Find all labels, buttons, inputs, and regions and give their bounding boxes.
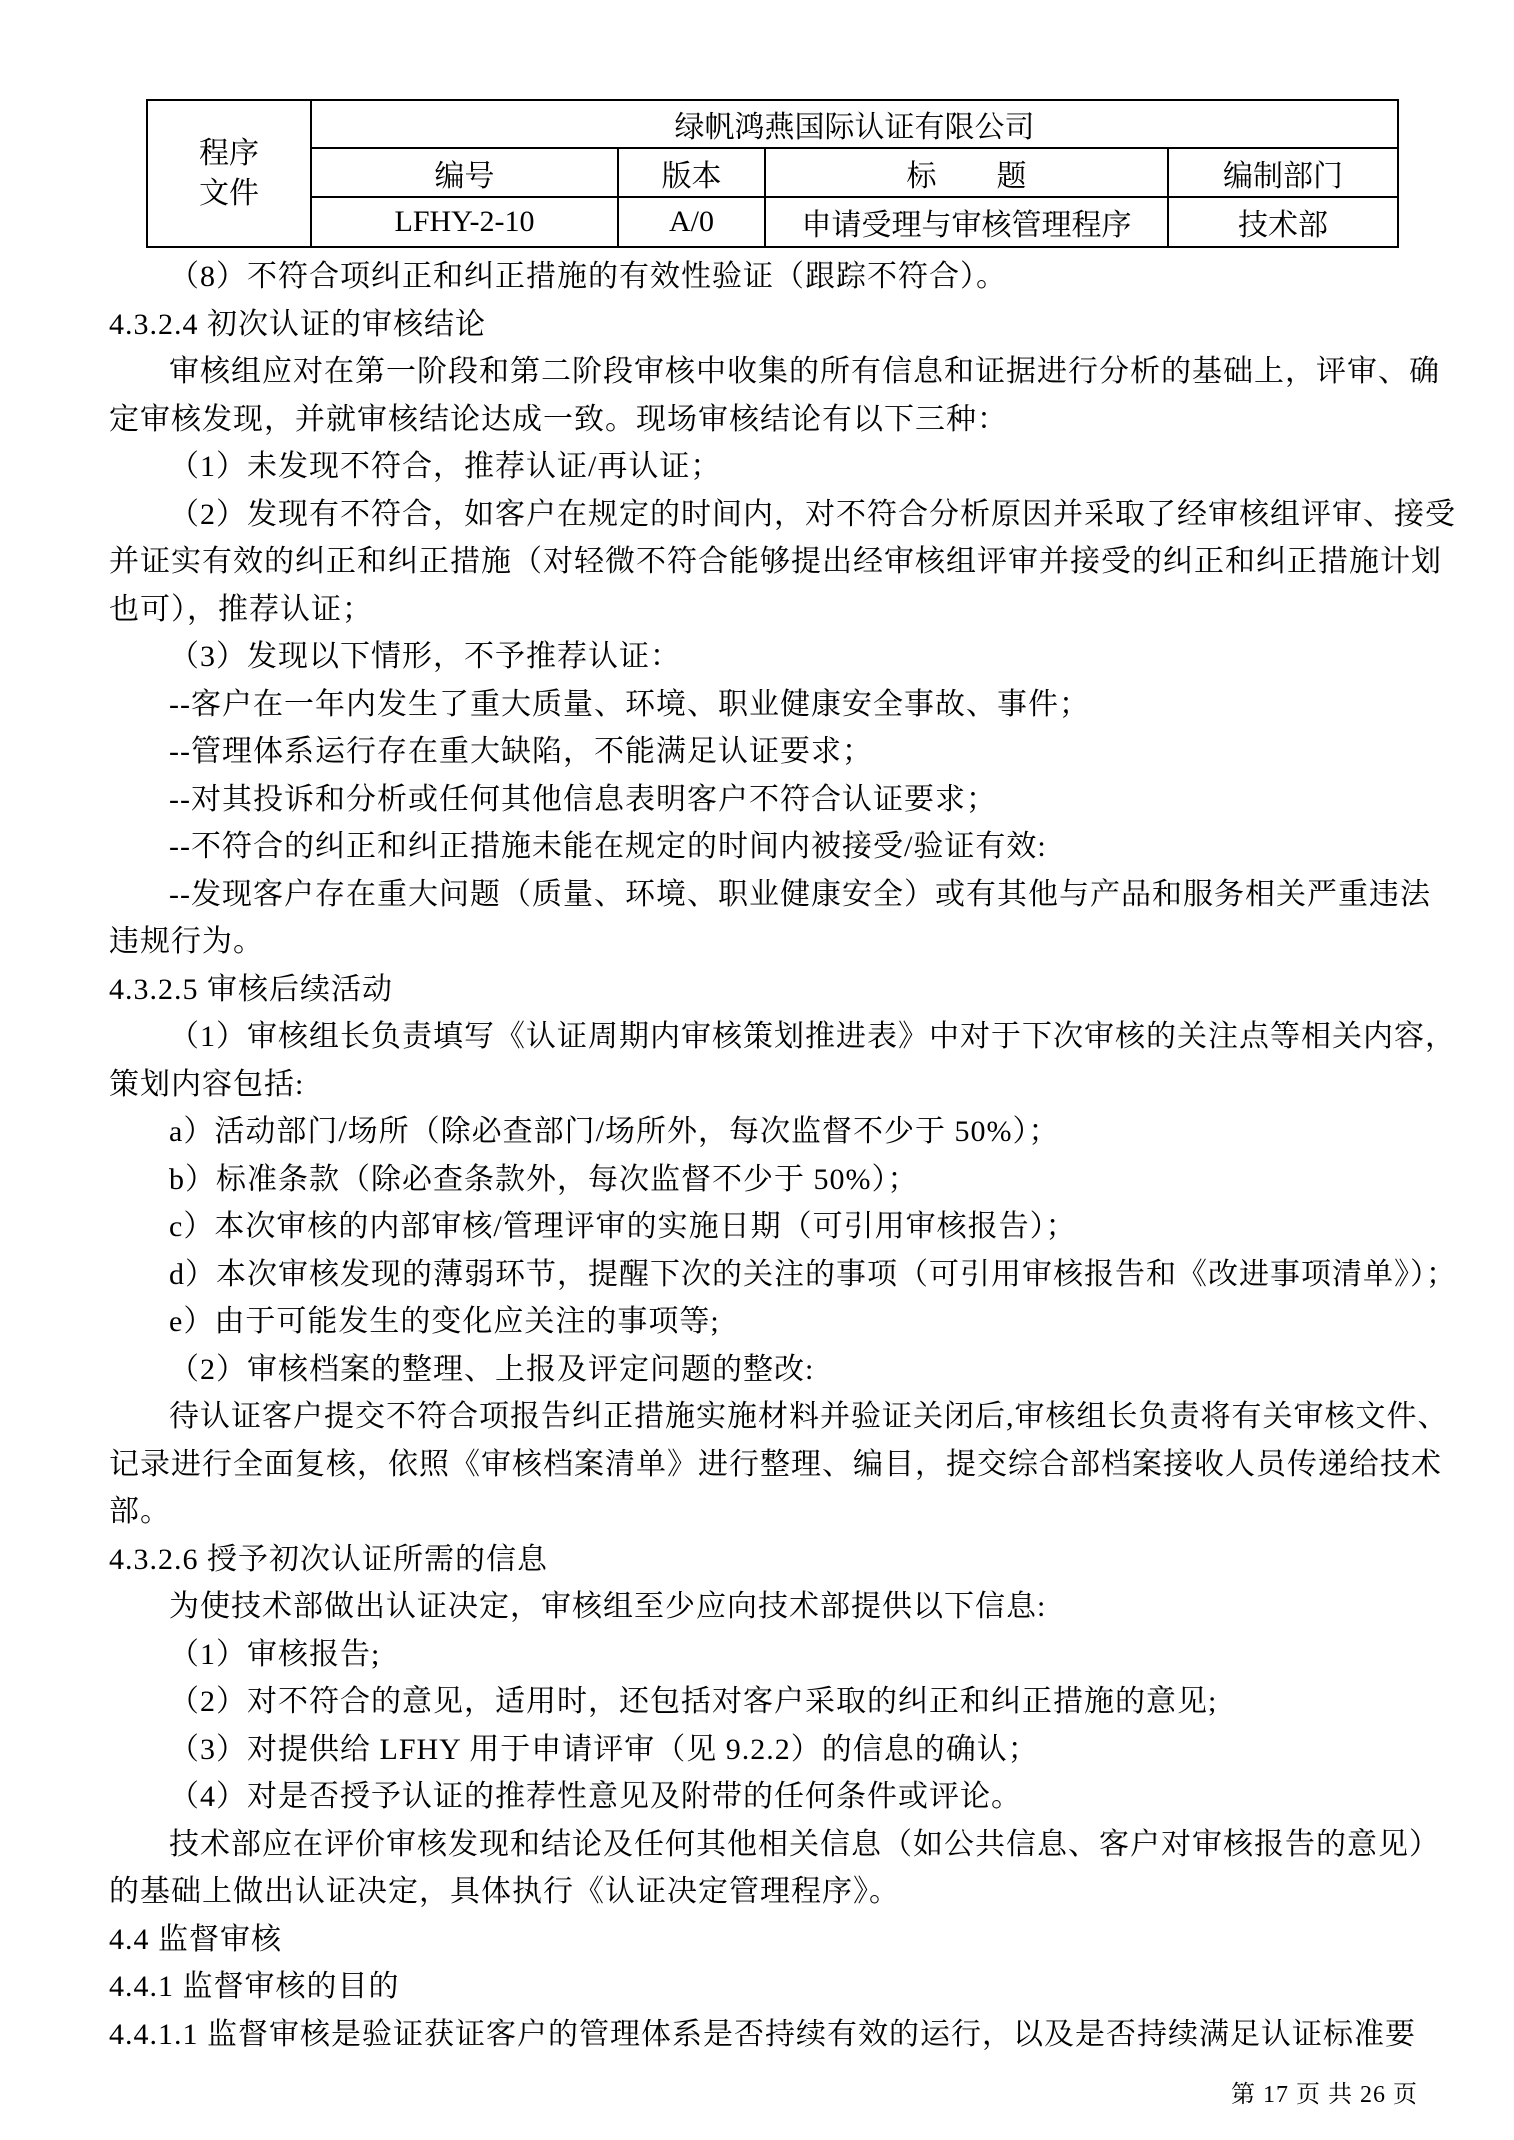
body-line: （2）发现有不符合，如客户在规定的时间内，对不符合分析原因并采取了经审核组评审、接受 [169,497,1456,531]
doc-version-cell: A/0 [618,197,765,247]
body-line: （4）对是否授予认证的推荐性意见及附带的任何条件或评论。 [169,1780,1022,1813]
body-line: 的基础上做出认证决定，具体执行《认证决定管理程序》。 [109,1875,900,1908]
body-line: （1）未发现不符合，推荐认证/再认证； [169,450,722,483]
body-line: --客户在一年内发生了重大质量、环境、职业健康安全事故、事件； [169,687,1090,721]
doc-number-cell: LFHY-2-10 [311,197,618,247]
body-line: （2）对不符合的意见，适用时，还包括对客户采取的纠正和纠正措施的意见; [169,1685,1218,1718]
number-label-cell: 编号 [311,148,618,197]
body-line: --发现客户存在重大问题（质量、环境、职业健康安全）或有其他与产品和服务相关严重违法 [169,877,1431,911]
body-line: 4.4.1 监督审核的目的 [109,1970,400,2003]
body-line: （3）对提供给 LFHY 用于申请评审（见 9.2.2）的信息的确认； [169,1732,1039,1766]
version-label-cell: 版本 [618,148,765,197]
doc-type-line2: 文件 [199,176,259,210]
body-line: 记录进行全面复核，依照《审核档案清单》进行整理、编目，提交综合部档案接收人员传递给技术 [109,1447,1442,1481]
body-line: 技术部应在评价审核发现和结论及任何其他相关信息（如公共信息、客户对审核报告的意见） [169,1827,1440,1861]
body-line: 4.3.2.5 审核后续活动 [109,972,393,1006]
page-footer: 第 17 页 共 26 页 [1231,2082,1418,2108]
body-line: 4.3.2.6 授予初次认证所需的信息 [109,1542,548,1576]
body-line: d）本次审核发现的薄弱环节，提醒下次的关注的事项（可引用审核报告和《改进事项清单》）； [169,1257,1457,1291]
body-line: （1）审核组长负责填写《认证周期内审核策划推进表》中对于下次审核的关注点等相关内容， [169,1020,1456,1053]
body-line: 部。 [109,1495,171,1528]
body-line: 为使技术部做出认证决定，审核组至少应向技术部提供以下信息: [169,1590,1047,1623]
body-line: --管理体系运行存在重大缺陷，不能满足认证要求； [169,735,873,768]
body-line: 待认证客户提交不符合项报告纠正措施实施材料并验证关闭后,审核组长负责将有关审核文件、 [169,1400,1449,1433]
body-line: （2）审核档案的整理、上报及评定问题的整改: [169,1352,815,1386]
body-line: a）活动部门/场所（除必查部门/场所外，每次监督不少于 50%）； [169,1115,1060,1148]
body-line: 4.4.1.1 监督审核是验证获证客户的管理体系是否持续有效的运行，以及是否持续满足认证标准要 [109,2017,1416,2051]
body-line: （8）不符合项纠正和纠正措施的有效性验证（跟踪不符合）。 [169,260,1007,293]
body-line: 也可），推荐认证； [109,592,373,626]
body-line: c）本次审核的内部审核/管理评审的实施日期（可引用审核报告）； [169,1210,1077,1243]
title-label-cell: 标 题 [765,148,1168,197]
document-body [109,253,1457,2058]
body-line: 审核组应对在第一阶段和第二阶段审核中收集的所有信息和证据进行分析的基础上，评审、确 [169,355,1440,388]
dept-label-cell: 编制部门 [1168,148,1398,197]
body-line: b）标准条款（除必查条款外，每次监督不少于 50%）； [169,1162,919,1196]
body-line: 策划内容包括: [109,1067,305,1101]
body-line: 4.4 监督审核 [109,1922,282,1956]
doc-type-cell [147,100,311,247]
doc-dept-cell: 技术部 [1168,197,1398,247]
document-header-table [146,99,1399,248]
body-line: --不符合的纠正和纠正措施未能在规定的时间内被接受/验证有效: [169,830,1047,863]
body-line: （3）发现以下情形，不予推荐认证： [169,640,681,673]
body-line: --对其投诉和分析或任何其他信息表明客户不符合认证要求； [169,782,997,816]
doc-title-cell: 申请受理与审核管理程序 [765,197,1168,247]
body-line: 定审核发现，并就审核结论达成一致。现场审核结论有以下三种： [109,402,1008,436]
body-line: 4.3.2.4 初次认证的审核结论 [109,307,486,341]
body-line: （1）审核报告; [169,1637,381,1671]
body-line: e）由于可能发生的变化应关注的事项等; [169,1305,720,1338]
company-name-cell: 绿帆鸿燕国际认证有限公司 [311,100,1398,148]
body-line: 违规行为。 [109,925,264,958]
body-line: 并证实有效的纠正和纠正措施（对轻微不符合能够提出经审核组评审并接受的纠正和纠正措施计划 [109,545,1442,578]
doc-type-line1: 程序 [199,136,259,170]
